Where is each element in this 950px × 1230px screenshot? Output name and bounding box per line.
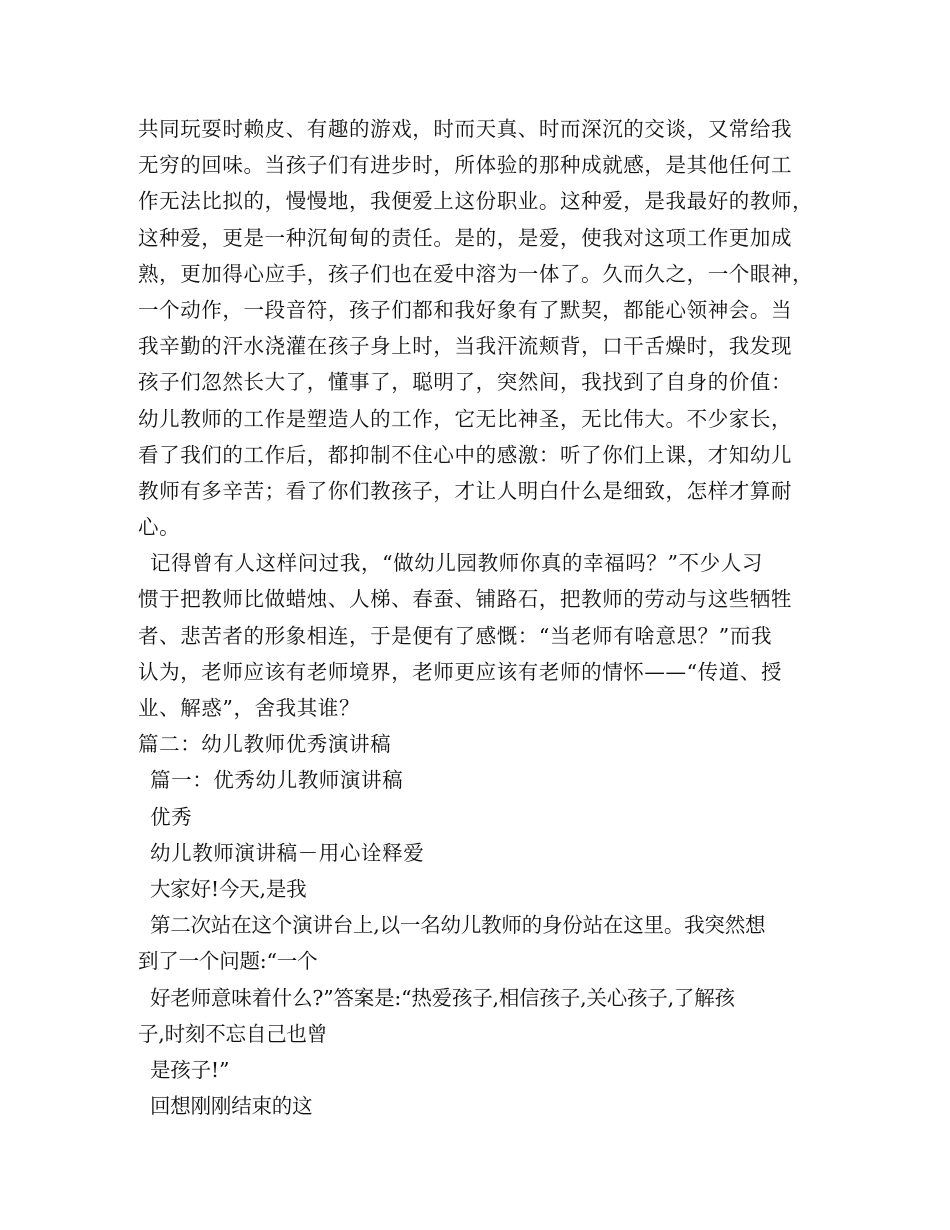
text-line: 无穷的回味。当孩子们有进步时，所体验的那种成就感，是其他任何工 [138,153,793,178]
text-line: 记得曾有人这样问过我，“做幼儿园教师你真的幸福吗？”不少人习 [150,551,763,576]
text-line: 我辛勤的汗水浇灌在孩子身上时，当我汗流颊背，口干舌燥时，我发现 [138,334,793,359]
text-line: 优秀 [150,804,193,829]
text-line: 第二次站在这个演讲台上,以一名幼儿教师的身份站在这里。我突然想 [150,913,766,938]
sub-heading: 篇一：优秀幼儿教师演讲稿 [150,768,404,793]
document-body [138,111,818,1124]
text-line: 到了一个问题:“一个 [138,949,318,974]
text-line: 惯于把教师比做蜡烛、人梯、春蚕、铺路石，把教师的劳动与这些牺牲 [138,587,793,612]
text-line: 业、解惑”，舍我其谁？ [138,696,361,720]
text-line: 认为，老师应该有老师境界，老师更应该有老师的情怀——“传道、授 [138,659,783,684]
text-line: 看了我们的工作后，都抑制不住心中的感激：听了你们上课，才知幼儿 [138,442,793,467]
text-line: 教师有多辛苦；看了你们教孩子，才让人明白什么是细致，怎样才算耐 [138,478,793,503]
text-line: 幼儿教师的工作是塑造人的工作，它无比神圣，无比伟大。不少家长， [138,406,793,431]
section-heading: 篇二：幼儿教师优秀演讲稿 [138,732,392,757]
text-line: 者、悲苦者的形象相连，于是便有了感慨：“当老师有啥意思？”而我 [138,623,773,648]
text-line: 是孩子!” [150,1057,230,1082]
text-line: 好老师意味着什么?”答案是:“热爱孩子,相信孩子,关心孩子,了解孩 [150,985,735,1010]
text-line: 作无法比拟的，慢慢地，我便爱上这份职业。这种爱，是我最好的教师， [138,189,814,214]
text-line: 心。 [138,515,181,540]
speech-title: 幼儿教师演讲稿－用心诠释爱 [150,840,425,865]
text-line: 回想刚刚结束的这 [150,1094,313,1119]
text-line: 孩子们忽然长大了，懂事了，聪明了，突然间，我找到了自身的价值： [138,370,793,395]
text-line: 熟，更加得心应手，孩子们也在爱中溶为一体了。久而久之，一个眼神， [138,261,814,286]
text-line: 共同玩耍时赖皮、有趣的游戏，时而天真、时而深沉的交谈，又常给我 [138,117,793,141]
text-line: 这种爱，更是一种沉甸甸的责任。是的，是爱，使我对这项工作更加成 [138,225,793,250]
text-line: 一个动作，一段音符，孩子们都和我好象有了默契，都能心领神会。当 [138,297,793,322]
text-line: 子,时刻不忘自己也曾 [138,1021,328,1046]
text-line: 大家好!今天,是我 [150,876,307,901]
